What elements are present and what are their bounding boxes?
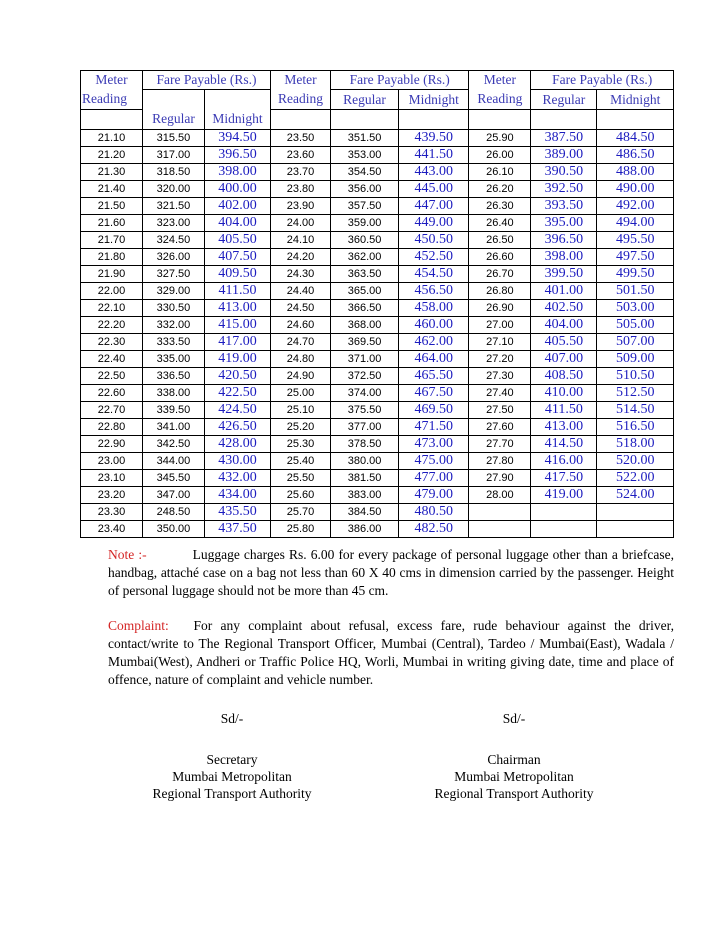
meter-reading-cell: 23.90: [271, 198, 331, 215]
meter-reading-cell: 28.00: [469, 487, 531, 504]
regular-fare-cell: 402.50: [531, 300, 597, 317]
regular-fare-cell: 383.00: [330, 487, 398, 504]
reading-header: Reading: [469, 90, 531, 110]
signature-secretary: [132, 710, 332, 802]
regular-fare-cell: 386.00: [330, 521, 398, 538]
meter-reading-cell: 25.00: [271, 385, 331, 402]
regular-fare-cell: 380.00: [330, 453, 398, 470]
table-row: [81, 130, 674, 147]
meter-reading-cell: 25.40: [271, 453, 331, 470]
midnight-fare-cell: 507.00: [597, 334, 674, 351]
regular-fare-cell: 350.00: [142, 521, 204, 538]
midnight-fare-cell: 415.00: [204, 317, 270, 334]
table-row: [81, 232, 674, 249]
regular-fare-cell: 414.50: [531, 436, 597, 453]
regular-fare-cell: 368.00: [330, 317, 398, 334]
regular-fare-cell: [531, 521, 597, 538]
midnight-fare-cell: 494.00: [597, 215, 674, 232]
signatory-authority: Regional Transport Authority: [152, 786, 312, 801]
note-text: Luggage charges Rs. 6.00 for every package of personal luggage other than a briefcase, handbag, attaché case on a bag not less than 60 X 40 cms in dimension carried by the passenger. Height of personal luggage should not be more than 45 cm.: [108, 547, 674, 598]
meter-reading-cell: 25.60: [271, 487, 331, 504]
meter-reading-cell: 27.50: [469, 402, 531, 419]
regular-fare-cell: 389.00: [531, 147, 597, 164]
regular-fare-cell: 419.00: [531, 487, 597, 504]
midnight-fare-cell: 445.00: [399, 181, 469, 198]
midnight-fare-cell: 471.50: [399, 419, 469, 436]
midnight-fare-cell: 499.50: [597, 266, 674, 283]
regular-fare-cell: 318.50: [142, 164, 204, 181]
midnight-fare-cell: 424.50: [204, 402, 270, 419]
header-row-3: [81, 110, 674, 130]
midnight-fare-cell: 522.00: [597, 470, 674, 487]
regular-fare-cell: 323.00: [142, 215, 204, 232]
signatory-org: Mumbai Metropolitan: [454, 769, 574, 784]
midnight-fare-cell: 454.50: [399, 266, 469, 283]
regular-fare-cell: 332.00: [142, 317, 204, 334]
meter-reading-cell: 27.40: [469, 385, 531, 402]
meter-reading-cell: 21.20: [81, 147, 143, 164]
meter-reading-cell: 25.30: [271, 436, 331, 453]
meter-reading-cell: 24.00: [271, 215, 331, 232]
signatory-authority: Regional Transport Authority: [434, 786, 594, 801]
meter-reading-cell: 25.80: [271, 521, 331, 538]
midnight-fare-cell: 447.00: [399, 198, 469, 215]
regular-fare-cell: 326.00: [142, 249, 204, 266]
midnight-fare-cell: 458.00: [399, 300, 469, 317]
regular-fare-cell: 387.50: [531, 130, 597, 147]
meter-reading-cell: 23.40: [81, 521, 143, 538]
meter-reading-cell: 22.90: [81, 436, 143, 453]
complaint-paragraph: [108, 617, 674, 689]
regular-fare-cell: 378.50: [330, 436, 398, 453]
regular-fare-cell: 336.50: [142, 368, 204, 385]
midnight-fare-cell: 473.00: [399, 436, 469, 453]
regular-fare-cell: 363.50: [330, 266, 398, 283]
table-row: [81, 181, 674, 198]
regular-fare-cell: 329.00: [142, 283, 204, 300]
regular-fare-cell: 339.50: [142, 402, 204, 419]
regular-fare-cell: 381.50: [330, 470, 398, 487]
notes-section: [108, 546, 674, 706]
regular-fare-cell: 411.50: [531, 402, 597, 419]
meter-reading-cell: [469, 521, 531, 538]
meter-reading-cell: 27.80: [469, 453, 531, 470]
meter-reading-cell: 27.70: [469, 436, 531, 453]
midnight-fare-cell: 469.50: [399, 402, 469, 419]
regular-header: Regular: [330, 90, 398, 110]
meter-reading-cell: 25.10: [271, 402, 331, 419]
table-row: [81, 385, 674, 402]
meter-reading-cell: 27.30: [469, 368, 531, 385]
meter-reading-cell: 23.80: [271, 181, 331, 198]
midnight-fare-cell: 396.50: [204, 147, 270, 164]
regular-fare-cell: 377.00: [330, 419, 398, 436]
meter-reading-cell: 24.90: [271, 368, 331, 385]
meter-reading-cell: 23.70: [271, 164, 331, 181]
midnight-fare-cell: 417.00: [204, 334, 270, 351]
meter-reading-cell: 23.00: [81, 453, 143, 470]
regular-fare-cell: 324.50: [142, 232, 204, 249]
regular-fare-cell: 366.50: [330, 300, 398, 317]
midnight-fare-cell: 520.00: [597, 453, 674, 470]
regular-fare-cell: 390.50: [531, 164, 597, 181]
meter-reading-cell: 27.10: [469, 334, 531, 351]
meter-reading-cell: 26.20: [469, 181, 531, 198]
table-row: [81, 164, 674, 181]
meter-reading-cell: 26.10: [469, 164, 531, 181]
regular-fare-cell: 335.00: [142, 351, 204, 368]
regular-fare-cell: 353.00: [330, 147, 398, 164]
midnight-fare-cell: 501.50: [597, 283, 674, 300]
meter-reading-cell: 21.70: [81, 232, 143, 249]
meter-reading-cell: 24.80: [271, 351, 331, 368]
midnight-fare-cell: 464.00: [399, 351, 469, 368]
regular-fare-cell: 342.50: [142, 436, 204, 453]
signature-sd: Sd/-: [220, 711, 244, 726]
regular-fare-cell: 330.50: [142, 300, 204, 317]
regular-fare-cell: 410.00: [531, 385, 597, 402]
regular-fare-cell: 344.00: [142, 453, 204, 470]
midnight-fare-cell: 492.00: [597, 198, 674, 215]
midnight-fare-cell: 516.50: [597, 419, 674, 436]
midnight-header: Midnight: [597, 90, 674, 110]
meter-reading-cell: 25.20: [271, 419, 331, 436]
table-row: [81, 249, 674, 266]
midnight-fare-cell: 462.00: [399, 334, 469, 351]
meter-reading-cell: 26.50: [469, 232, 531, 249]
meter-reading-cell: 21.50: [81, 198, 143, 215]
meter-reading-cell: 27.00: [469, 317, 531, 334]
complaint-label: Complaint:: [108, 618, 169, 633]
table-row: [81, 198, 674, 215]
meter-reading-cell: 21.80: [81, 249, 143, 266]
regular-fare-cell: 408.50: [531, 368, 597, 385]
regular-fare-cell: 416.00: [531, 453, 597, 470]
table-row: [81, 266, 674, 283]
regular-fare-cell: 248.50: [142, 504, 204, 521]
midnight-fare-cell: 524.00: [597, 487, 674, 504]
midnight-fare-cell: 503.00: [597, 300, 674, 317]
meter-reading-cell: 24.50: [271, 300, 331, 317]
meter-reading-cell: 26.40: [469, 215, 531, 232]
regular-fare-cell: 392.50: [531, 181, 597, 198]
midnight-fare-cell: 484.50: [597, 130, 674, 147]
midnight-fare-cell: 460.00: [399, 317, 469, 334]
header-row-1: [81, 71, 674, 90]
meter-reading-cell: 21.30: [81, 164, 143, 181]
midnight-fare-cell: 432.00: [204, 470, 270, 487]
meter-reading-cell: 25.70: [271, 504, 331, 521]
meter-header: Meter: [469, 71, 531, 90]
regular-fare-cell: 317.00: [142, 147, 204, 164]
midnight-fare-cell: 404.00: [204, 215, 270, 232]
fare-payable-header: Fare Payable (Rs.): [330, 71, 468, 90]
midnight-fare-cell: [597, 504, 674, 521]
signature-sd: Sd/-: [502, 711, 526, 726]
midnight-fare-cell: 434.00: [204, 487, 270, 504]
regular-fare-cell: 351.50: [330, 130, 398, 147]
fare-payable-header: Fare Payable (Rs.): [142, 71, 270, 90]
meter-reading-cell: 22.20: [81, 317, 143, 334]
midnight-fare-cell: [597, 521, 674, 538]
midnight-header: Midnight: [399, 90, 469, 110]
regular-fare-cell: 374.00: [330, 385, 398, 402]
meter-reading-cell: 26.90: [469, 300, 531, 317]
signatory-org: Mumbai Metropolitan: [172, 769, 292, 784]
meter-reading-cell: 22.40: [81, 351, 143, 368]
regular-fare-cell: 417.50: [531, 470, 597, 487]
regular-fare-cell: 371.00: [330, 351, 398, 368]
table-row: [81, 487, 674, 504]
meter-header: Meter: [271, 71, 331, 90]
regular-fare-cell: 398.00: [531, 249, 597, 266]
table-row: [81, 453, 674, 470]
regular-fare-cell: 399.50: [531, 266, 597, 283]
note-paragraph: [108, 546, 674, 600]
regular-fare-cell: 362.00: [330, 249, 398, 266]
meter-reading-cell: 26.60: [469, 249, 531, 266]
table-row: [81, 317, 674, 334]
midnight-fare-cell: 477.00: [399, 470, 469, 487]
regular-fare-cell: 347.00: [142, 487, 204, 504]
meter-reading-cell: 27.90: [469, 470, 531, 487]
table-row: [81, 147, 674, 164]
regular-fare-cell: 375.50: [330, 402, 398, 419]
regular-fare-cell: 405.50: [531, 334, 597, 351]
table-row: [81, 215, 674, 232]
table-row: [81, 283, 674, 300]
midnight-fare-cell: 402.00: [204, 198, 270, 215]
table-row: [81, 334, 674, 351]
meter-reading-cell: 23.30: [81, 504, 143, 521]
regular-fare-cell: 356.00: [330, 181, 398, 198]
regular-fare-cell: 407.00: [531, 351, 597, 368]
regular-fare-cell: 372.50: [330, 368, 398, 385]
midnight-fare-cell: 409.50: [204, 266, 270, 283]
midnight-fare-cell: 518.00: [597, 436, 674, 453]
midnight-fare-cell: 509.00: [597, 351, 674, 368]
reading-header: Reading: [271, 90, 331, 110]
meter-reading-cell: 21.90: [81, 266, 143, 283]
reading-header: Reading: [81, 90, 143, 110]
meter-reading-cell: 22.80: [81, 419, 143, 436]
meter-reading-cell: 22.00: [81, 283, 143, 300]
table-row: [81, 470, 674, 487]
meter-reading-cell: 22.60: [81, 385, 143, 402]
regular-fare-cell: 341.00: [142, 419, 204, 436]
midnight-fare-cell: 441.50: [399, 147, 469, 164]
regular-fare-cell: 393.50: [531, 198, 597, 215]
midnight-fare-cell: 475.00: [399, 453, 469, 470]
regular-fare-cell: 359.00: [330, 215, 398, 232]
midnight-fare-cell: 439.50: [399, 130, 469, 147]
midnight-fare-cell: 394.50: [204, 130, 270, 147]
midnight-fare-cell: 456.50: [399, 283, 469, 300]
regular-fare-cell: 413.00: [531, 419, 597, 436]
regular-fare-cell: 345.50: [142, 470, 204, 487]
midnight-fare-cell: 405.50: [204, 232, 270, 249]
regular-fare-cell: 384.50: [330, 504, 398, 521]
meter-reading-cell: 21.40: [81, 181, 143, 198]
midnight-fare-cell: 452.50: [399, 249, 469, 266]
meter-reading-cell: 26.70: [469, 266, 531, 283]
regular-fare-cell: 338.00: [142, 385, 204, 402]
meter-reading-cell: 24.30: [271, 266, 331, 283]
meter-reading-cell: 25.90: [469, 130, 531, 147]
meter-reading-cell: 24.60: [271, 317, 331, 334]
regular-fare-cell: 365.00: [330, 283, 398, 300]
midnight-fare-cell: 449.00: [399, 215, 469, 232]
regular-fare-cell: 395.00: [531, 215, 597, 232]
regular-fare-cell: 396.50: [531, 232, 597, 249]
meter-reading-cell: 25.50: [271, 470, 331, 487]
regular-header: Regular: [142, 110, 204, 130]
midnight-fare-cell: 420.50: [204, 368, 270, 385]
regular-fare-cell: 401.00: [531, 283, 597, 300]
regular-fare-cell: 333.50: [142, 334, 204, 351]
meter-reading-cell: 22.30: [81, 334, 143, 351]
meter-reading-cell: 26.30: [469, 198, 531, 215]
midnight-fare-cell: 512.50: [597, 385, 674, 402]
fare-table: [80, 70, 674, 538]
regular-fare-cell: 404.00: [531, 317, 597, 334]
midnight-fare-cell: 495.50: [597, 232, 674, 249]
meter-reading-cell: 23.20: [81, 487, 143, 504]
meter-reading-cell: 26.80: [469, 283, 531, 300]
midnight-fare-cell: 422.50: [204, 385, 270, 402]
midnight-fare-cell: 411.50: [204, 283, 270, 300]
meter-reading-cell: 22.10: [81, 300, 143, 317]
meter-reading-cell: 21.10: [81, 130, 143, 147]
midnight-fare-cell: 467.50: [399, 385, 469, 402]
midnight-fare-cell: 465.50: [399, 368, 469, 385]
table-row: [81, 300, 674, 317]
meter-reading-cell: [469, 504, 531, 521]
midnight-fare-cell: 419.00: [204, 351, 270, 368]
regular-header: Regular: [531, 90, 597, 110]
midnight-fare-cell: 435.50: [204, 504, 270, 521]
meter-reading-cell: 26.00: [469, 147, 531, 164]
complaint-text: For any complaint about refusal, excess fare, rude behaviour against the driver, contact/write to The Regional Transport Officer, Mumbai (Central), Tardeo / Mumbai(East), Wadala / Mumbai(West), Andheri or Traffic Police HQ, Worli, Mumbai in writing giving date, time and place of offence, nature of complaint and vehicle number.: [108, 618, 674, 687]
midnight-fare-cell: 482.50: [399, 521, 469, 538]
meter-reading-cell: 27.20: [469, 351, 531, 368]
regular-fare-cell: 315.50: [142, 130, 204, 147]
regular-fare-cell: 327.50: [142, 266, 204, 283]
meter-reading-cell: 24.70: [271, 334, 331, 351]
regular-fare-cell: 320.00: [142, 181, 204, 198]
midnight-fare-cell: 407.50: [204, 249, 270, 266]
midnight-fare-cell: 510.50: [597, 368, 674, 385]
midnight-fare-cell: 443.00: [399, 164, 469, 181]
meter-reading-cell: 23.50: [271, 130, 331, 147]
meter-reading-cell: 23.10: [81, 470, 143, 487]
table-row: [81, 504, 674, 521]
meter-reading-cell: 21.60: [81, 215, 143, 232]
midnight-fare-cell: 428.00: [204, 436, 270, 453]
midnight-fare-cell: 486.50: [597, 147, 674, 164]
table-row: [81, 368, 674, 385]
meter-reading-cell: 24.40: [271, 283, 331, 300]
meter-reading-cell: 23.60: [271, 147, 331, 164]
fare-payable-header: Fare Payable (Rs.): [531, 71, 674, 90]
midnight-fare-cell: 398.00: [204, 164, 270, 181]
meter-reading-cell: 24.10: [271, 232, 331, 249]
table-row: [81, 436, 674, 453]
meter-reading-cell: 24.20: [271, 249, 331, 266]
midnight-fare-cell: 479.00: [399, 487, 469, 504]
header-row-2: [81, 90, 674, 110]
midnight-fare-cell: 450.50: [399, 232, 469, 249]
midnight-header: Midnight: [204, 110, 270, 130]
midnight-fare-cell: 480.50: [399, 504, 469, 521]
midnight-fare-cell: 497.50: [597, 249, 674, 266]
meter-reading-cell: 27.60: [469, 419, 531, 436]
midnight-fare-cell: 430.00: [204, 453, 270, 470]
midnight-fare-cell: 426.50: [204, 419, 270, 436]
midnight-fare-cell: 413.00: [204, 300, 270, 317]
regular-fare-cell: 321.50: [142, 198, 204, 215]
midnight-fare-cell: 437.50: [204, 521, 270, 538]
midnight-fare-cell: 488.00: [597, 164, 674, 181]
table-row: [81, 351, 674, 368]
note-label: Note :-: [108, 547, 147, 562]
regular-fare-cell: 360.50: [330, 232, 398, 249]
table-row: [81, 419, 674, 436]
regular-fare-cell: 357.50: [330, 198, 398, 215]
midnight-fare-cell: 514.50: [597, 402, 674, 419]
signatory-title: Secretary: [206, 752, 258, 767]
midnight-fare-cell: 400.00: [204, 181, 270, 198]
meter-header: Meter: [81, 71, 143, 90]
signatory-title: Chairman: [487, 752, 541, 767]
table-row: [81, 402, 674, 419]
table-row: [81, 521, 674, 538]
regular-fare-cell: 369.50: [330, 334, 398, 351]
regular-fare-cell: [531, 504, 597, 521]
midnight-fare-cell: 505.00: [597, 317, 674, 334]
midnight-fare-cell: 490.00: [597, 181, 674, 198]
regular-fare-cell: 354.50: [330, 164, 398, 181]
signature-chairman: [414, 710, 614, 802]
meter-reading-cell: 22.50: [81, 368, 143, 385]
meter-reading-cell: 22.70: [81, 402, 143, 419]
